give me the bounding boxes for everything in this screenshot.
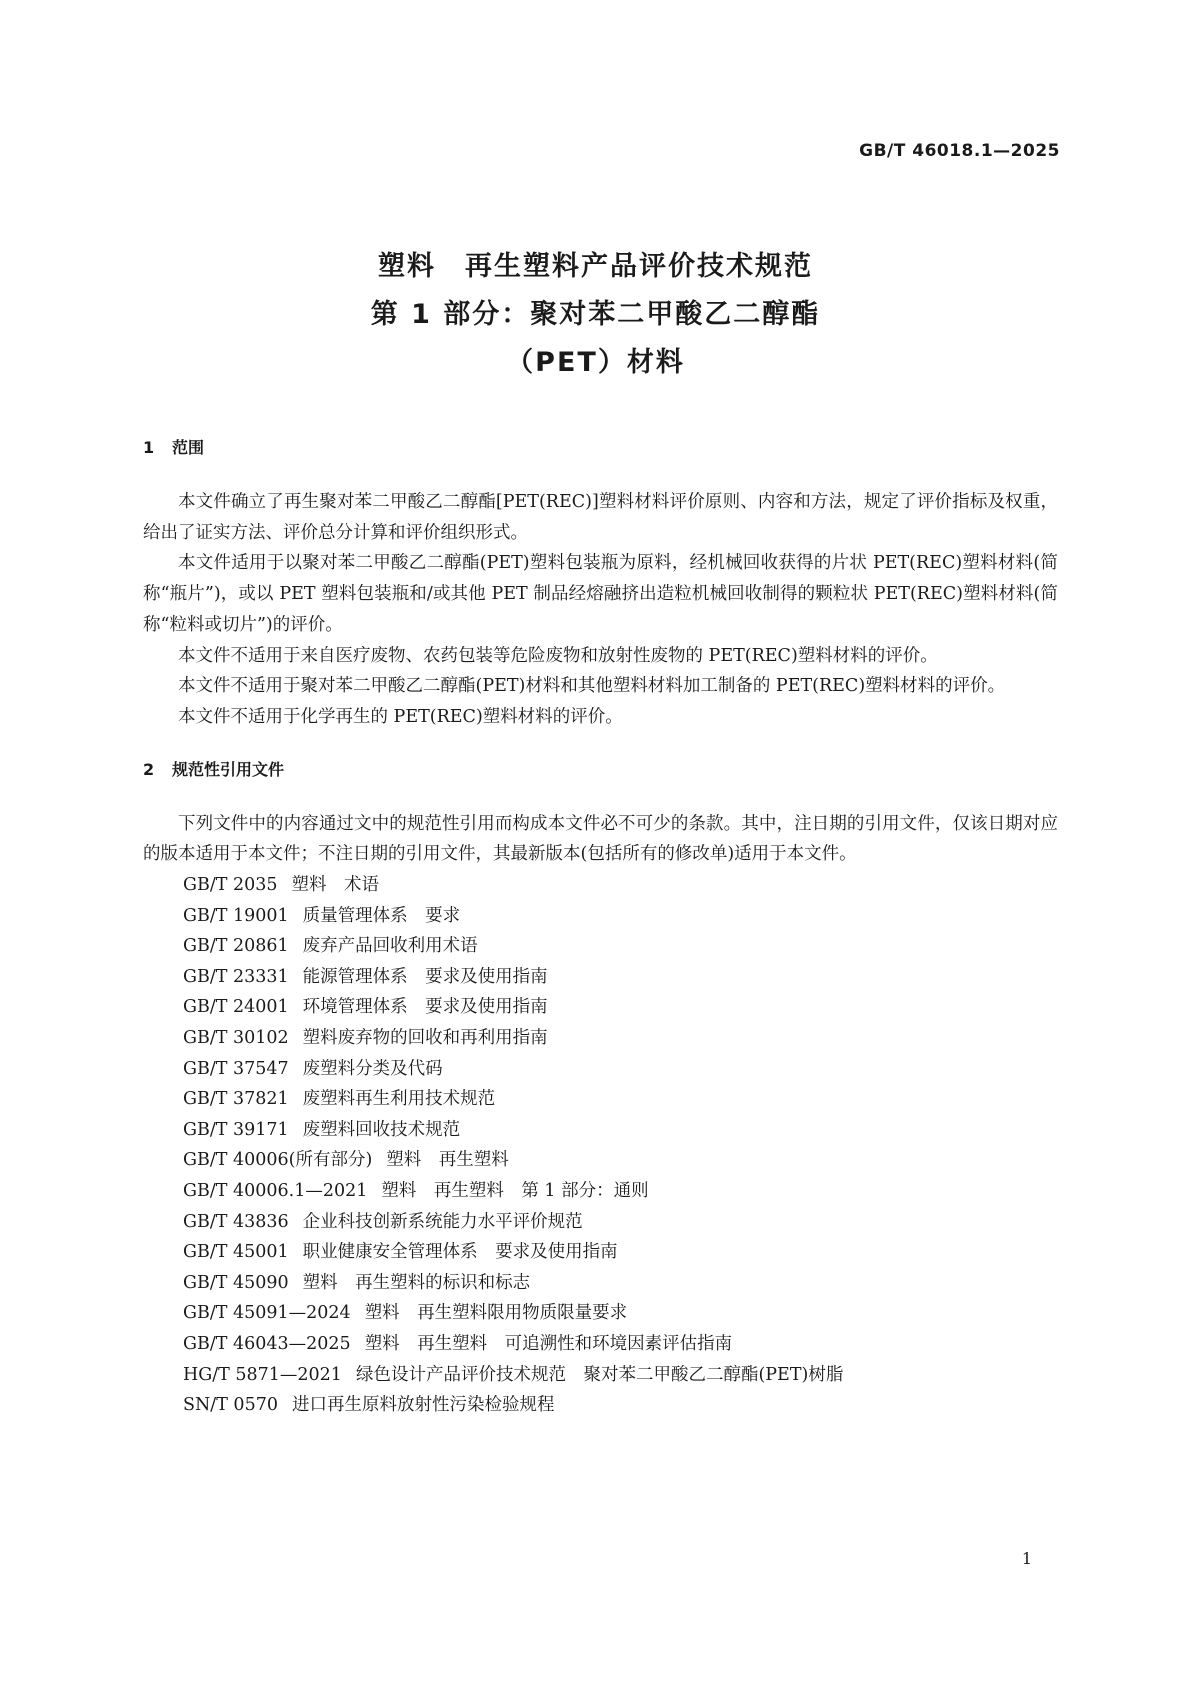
section-title: 规范性引用文件 <box>172 759 285 779</box>
paragraph: 本文件适用于以聚对苯二甲酸乙二醇酯(PET)塑料包装瓶为原料，经机械回收获得的片状 PET(REC)塑料材料(简称“瓶片”)，或以 PET 塑料包装瓶和/或其他 PET 制品经熔融挤出造粒机械回收制得的颗粒状 PET(REC)塑料材料(简称“粒料或切片”)的评价。 <box>143 553 1058 635</box>
reference-item <box>183 1360 1058 1391</box>
document-title <box>0 243 1191 387</box>
section-normative-references <box>143 758 1058 1421</box>
reference-title: 废塑料再生利用技术规范 <box>302 1089 496 1110</box>
reference-title: 废弃产品回收利用术语 <box>302 936 478 957</box>
reference-title: 质量管理体系 要求 <box>302 905 461 926</box>
reference-item <box>183 1023 1058 1054</box>
reference-title: 塑料 再生塑料限用物质限量要求 <box>364 1303 628 1324</box>
paragraph: 本文件不适用于聚对苯二甲酸乙二醇酯(PET)材料和其他塑料材料加工制备的 PET(REC)塑料材料的评价。 <box>178 676 1006 697</box>
reference-item <box>183 1176 1058 1207</box>
reference-code: GB/T 24001 <box>183 997 289 1018</box>
reference-item <box>183 1207 1058 1238</box>
paragraph: 本文件确立了再生聚对苯二甲酸乙二醇酯[PET(REC)]塑料材料评价原则、内容和方法，规定了评价指标及权重，给出了证实方法、评价总分计算和评价组织形式。 <box>143 492 1058 543</box>
section-scope <box>143 436 1058 733</box>
reference-item <box>183 1054 1058 1085</box>
document-body <box>143 436 1058 1421</box>
reference-item <box>183 1115 1058 1146</box>
title-line-3: （PET）材料 <box>506 347 685 378</box>
reference-code: GB/T 30102 <box>183 1028 289 1048</box>
reference-code: GB/T 45001 <box>183 1242 289 1263</box>
reference-code: GB/T 40006.1—2021 <box>183 1180 368 1201</box>
reference-title: 塑料 再生塑料 第 1 部分：通则 <box>381 1180 649 1201</box>
reference-title: 废塑料分类及代码 <box>302 1058 443 1079</box>
reference-code: GB/T 20861 <box>183 936 289 957</box>
reference-item <box>183 1329 1058 1360</box>
reference-title: 职业健康安全管理体系 要求及使用指南 <box>302 1242 618 1263</box>
reference-code: GB/T 23331 <box>183 966 289 987</box>
section-heading <box>143 436 1058 460</box>
reference-title: 环境管理体系 要求及使用指南 <box>302 997 548 1018</box>
reference-code: GB/T 43836 <box>183 1211 289 1232</box>
section-title: 范围 <box>172 438 205 457</box>
standard-code: GB/T 46018.1—2025 <box>859 141 1060 161</box>
reference-item <box>183 1237 1058 1268</box>
reference-item <box>183 870 1058 901</box>
section-number: 2 <box>143 759 155 779</box>
reference-item <box>183 931 1058 962</box>
reference-item <box>183 992 1058 1023</box>
reference-title: 塑料 再生塑料的标识和标志 <box>302 1272 531 1293</box>
reference-item <box>183 1268 1058 1299</box>
reference-title: 塑料 再生塑料 <box>386 1150 509 1171</box>
reference-code: GB/T 19001 <box>183 905 289 926</box>
paragraph: 本文件不适用于化学再生的 PET(REC)塑料材料的评价。 <box>178 706 623 727</box>
reference-code: GB/T 45090 <box>183 1272 289 1293</box>
reference-title: 废塑料回收技术规范 <box>302 1119 461 1140</box>
reference-item <box>183 1084 1058 1115</box>
section-number: 1 <box>143 438 155 457</box>
reference-code: GB/T 37547 <box>183 1058 289 1079</box>
reference-title: 塑料 再生塑料 可追溯性和环境因素评估指南 <box>364 1333 733 1354</box>
reference-title: 进口再生原料放射性污染检验规程 <box>291 1395 555 1416</box>
reference-item <box>183 901 1058 932</box>
reference-item <box>183 1145 1058 1176</box>
paragraph: 本文件不适用于来自医疗废物、农药包装等危险废物和放射性废物的 PET(REC)塑料材料的评价。 <box>178 645 938 666</box>
section-heading <box>143 758 1058 782</box>
title-line-1: 塑料 再生塑料产品评价技术规范 <box>378 251 813 282</box>
reference-code: GB/T 46043—2025 <box>183 1333 351 1354</box>
reference-title: 塑料 术语 <box>291 875 380 896</box>
reference-code: HG/T 5871—2021 <box>183 1364 342 1385</box>
reference-item <box>183 962 1058 993</box>
reference-code: GB/T 37821 <box>183 1089 289 1110</box>
reference-title: 企业科技创新系统能力水平评价规范 <box>302 1211 583 1232</box>
reference-code: GB/T 39171 <box>183 1119 289 1140</box>
reference-code: SN/T 0570 <box>183 1395 278 1416</box>
paragraph: 下列文件中的内容通过文中的规范性引用而构成本文件必不可少的条款。其中，注日期的引用文件，仅该日期对应的版本适用于本文件；不注日期的引用文件，其最新版本(包括所有的修改单)适用于本文件。 <box>143 813 1058 865</box>
reference-item <box>183 1298 1058 1329</box>
reference-list <box>143 870 1058 1421</box>
reference-title: 绿色设计产品评价技术规范 聚对苯二甲酸乙二醇酯(PET)树脂 <box>355 1364 844 1385</box>
reference-code: GB/T 45091—2024 <box>183 1303 351 1324</box>
reference-title: 能源管理体系 要求及使用指南 <box>302 966 548 987</box>
title-line-2: 第 1 部分：聚对苯二甲酸乙二醇酯 <box>370 299 821 330</box>
reference-title: 塑料废弃物的回收和再利用指南 <box>302 1028 548 1048</box>
reference-code: GB/T 2035 <box>183 875 278 896</box>
reference-code: GB/T 40006(所有部分) <box>183 1150 373 1171</box>
reference-item <box>183 1390 1058 1421</box>
page-number: 1 <box>1021 1549 1032 1568</box>
